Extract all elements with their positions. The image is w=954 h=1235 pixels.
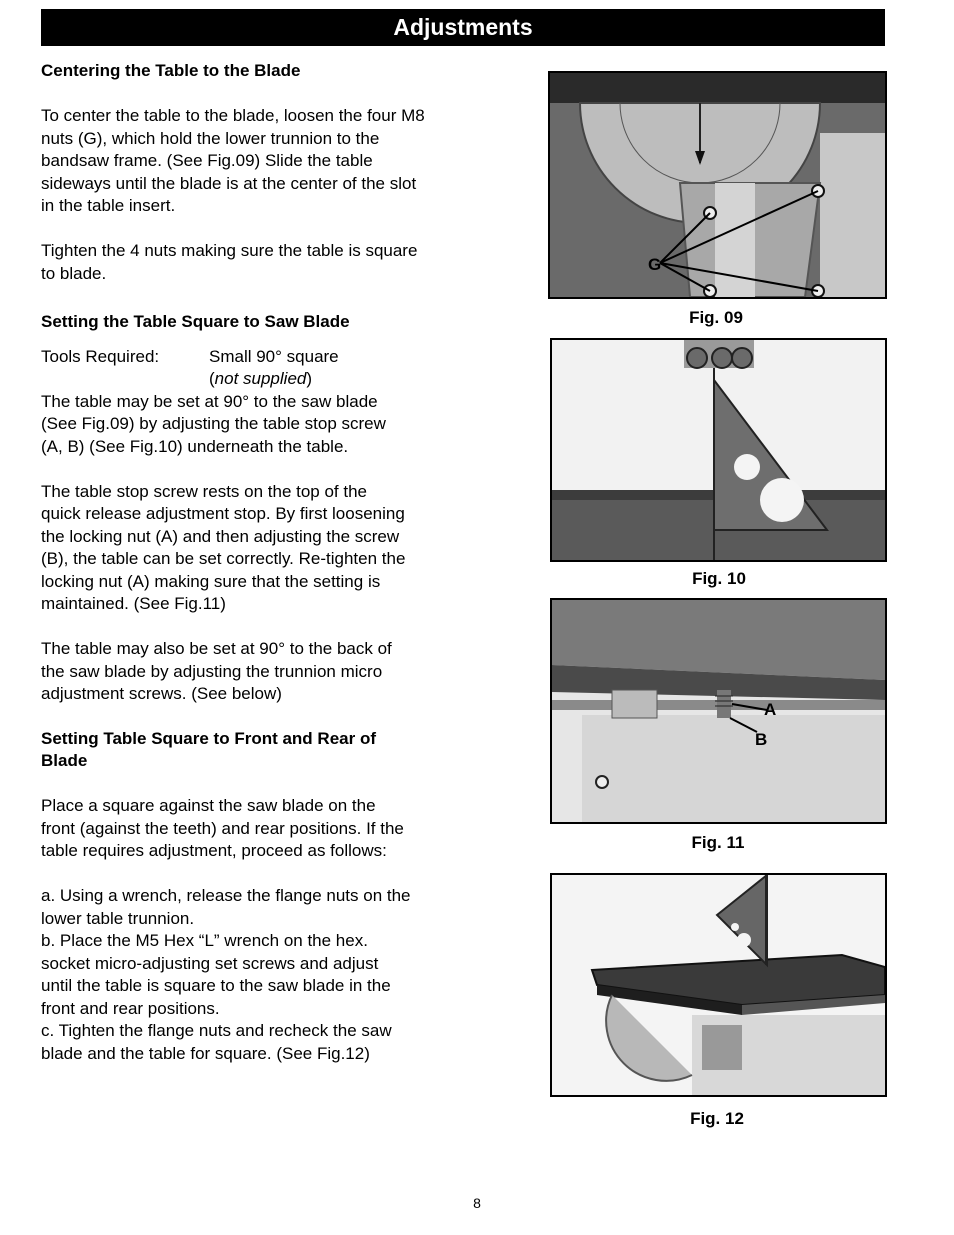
para-line: locking nut (A) making sure that the setting is	[41, 571, 381, 591]
tools-note: (not supplied)	[209, 369, 313, 388]
heading-front-rear: Setting Table Square to Front and Rear of	[41, 728, 376, 748]
para-line: nuts (G), which hold the lower trunnion to the	[41, 128, 380, 148]
step-line: until the table is square to the saw blade in the	[41, 976, 391, 995]
para-line: the saw blade by adjusting the trunnion micro	[41, 661, 383, 681]
fig11-photo	[550, 598, 887, 824]
para-line: bandsaw frame. (See Fig.09) Slide the table	[41, 151, 373, 170]
page-header-bar	[41, 9, 885, 46]
para-line: the locking nut (A) and then adjusting the screw	[41, 526, 400, 546]
para-line: table requires adjustment, proceed as follows:	[41, 841, 387, 860]
para-line: (B), the table can be set correctly. Re-tighten the	[41, 549, 406, 568]
para-line: The table may also be set at 90° to the back of	[41, 639, 392, 658]
fig11-callout-b: B	[755, 730, 768, 749]
fig09-callout-g: G	[648, 255, 662, 274]
para-line: Tighten the 4 nuts making sure the table is square	[41, 241, 418, 260]
page-number: 8	[473, 1195, 481, 1211]
page-title: Adjustments	[393, 14, 533, 40]
para-line: front (against the teeth) and rear positions. If the	[41, 818, 404, 838]
para-line: quick release adjustment stop. By first loosening	[41, 504, 405, 523]
fig11-callout-a: A	[764, 700, 777, 719]
step-line: blade and the table for square. (See Fig.12)	[41, 1043, 370, 1063]
para-line: to blade.	[41, 263, 107, 283]
para-line: (A, B) (See Fig.10) underneath the table.	[41, 436, 349, 456]
step-line: socket micro-adjusting set screws and adjust	[41, 953, 379, 973]
step-line: front and rear positions.	[41, 998, 220, 1018]
para-line: To center the table to the blade, loosen the four M8	[41, 106, 425, 125]
tools-note-row	[41, 368, 461, 391]
tools-value: Small 90° square	[209, 346, 339, 366]
heading-front-rear: Blade	[41, 751, 88, 770]
para-line: sideways until the blade is at the center of the slot	[41, 173, 417, 193]
para-line: in the table insert.	[41, 196, 176, 215]
fig11-caption: Fig. 11	[691, 833, 745, 852]
instructions-column	[41, 60, 461, 1065]
para-line: adjustment screws. (See below)	[41, 684, 282, 703]
fig12-caption: Fig. 12	[690, 1109, 744, 1128]
heading-centering: Centering the Table to the Blade	[41, 61, 301, 80]
step-line: a. Using a wrench, release the flange nuts on the	[41, 886, 411, 905]
fig09-photo	[548, 71, 887, 299]
fig10-photo	[550, 338, 887, 562]
para-line: (See Fig.09) by adjusting the table stop screw	[41, 414, 386, 433]
step-line: lower table trunnion.	[41, 908, 195, 928]
fig09-caption: Fig. 09	[689, 308, 743, 327]
para-line: The table may be set at 90° to the saw blade	[41, 391, 378, 411]
step-line: c. Tighten the flange nuts and recheck the saw	[41, 1021, 392, 1040]
tools-required-row	[41, 346, 461, 369]
para-line: Place a square against the saw blade on the	[41, 796, 376, 815]
heading-square-to-blade: Setting the Table Square to Saw Blade	[41, 312, 350, 331]
step-line: b. Place the M5 Hex “L” wrench on the hex.	[41, 931, 368, 950]
para-line: The table stop screw rests on the top of the	[41, 481, 368, 501]
para-line: maintained. (See Fig.11)	[41, 594, 226, 613]
fig10-caption: Fig. 10	[692, 569, 746, 588]
fig12-photo	[550, 873, 887, 1097]
tools-label: Tools Required:	[41, 346, 160, 366]
